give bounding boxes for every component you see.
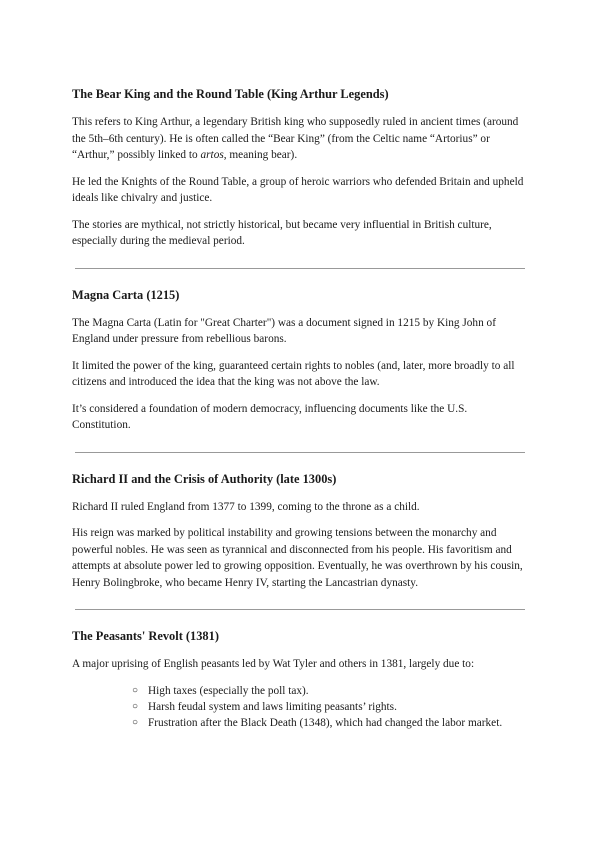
section-king-arthur [72,86,528,250]
document-body [72,86,528,731]
paragraph: His reign was marked by political instability and growing tensions between the monarchy and powerful nobles. He was seen as tyrannical and disconnected from his people. His favoritism and attempts at absolute power led to growing opposition. Eventually, he was overthrown by his cousin, Henry Bolingbroke, who became Henry IV, starting the Lancastrian dynasty. [72,527,523,589]
section-peasants-revolt [72,628,528,731]
paragraph: It’s considered a foundation of modern democracy, influencing documents like the U.S. Constitution. [72,402,468,431]
paragraph: The Magna Carta (Latin for "Great Charter") was a document signed in 1215 by King John of England under pressure from rebellious barons. [72,316,496,345]
list-item-text: Harsh feudal system and laws limiting peasants’ rights. [148,700,397,713]
section-title: Richard II and the Crisis of Authority (late 1300s) [72,471,337,486]
paragraph: The stories are mythical, not strictly historical, but became very influential in British culture, especially during the medieval period. [72,218,492,247]
list-item-text: High taxes (especially the poll tax). [148,684,309,697]
section-divider [75,268,525,269]
list-item [132,683,528,699]
list-item [132,715,528,731]
paragraph: Richard II ruled England from 1377 to 1399, coming to the throne as a child. [72,500,420,513]
paragraph: It limited the power of the king, guaranteed certain rights to nobles (and, later, more broadly to all citizens and introduced the idea that the king was not above the law. [72,359,515,388]
circle-bullet-icon: ○ [132,700,139,712]
bullet-list [72,683,528,731]
section-richard-ii [72,471,528,592]
paragraph-text: , meaning bear). [223,149,298,161]
italic-term: artos [200,149,224,161]
circle-bullet-icon: ○ [132,716,139,728]
section-divider [75,609,525,610]
section-title: The Peasants' Revolt (1381) [72,629,219,643]
paragraph: He led the Knights of the Round Table, a group of heroic warriors who defended Britain and upheld ideals like chivalry and justice. [72,175,524,204]
section-divider [75,452,525,453]
paragraph: A major uprising of English peasants led by Wat Tyler and others in 1381, largely due to: [72,658,475,670]
section-title: Magna Carta (1215) [72,287,180,302]
circle-bullet-icon: ○ [132,684,139,696]
section-title: The Bear King and the Round Table (King Arthur Legends) [72,87,389,101]
paragraph [72,114,528,164]
paragraph-text: This refers to King Arthur, a legendary British king who supposedly ruled in ancient times (around the 5th–6th century). He is often called the “Bear King” (from the Celtic name “Artorius” or “Arthur,” possibly linked to [72,116,519,161]
list-item [132,699,528,715]
list-item-text: Frustration after the Black Death (1348), which had changed the labor market. [148,716,503,729]
section-magna-carta [72,287,528,434]
